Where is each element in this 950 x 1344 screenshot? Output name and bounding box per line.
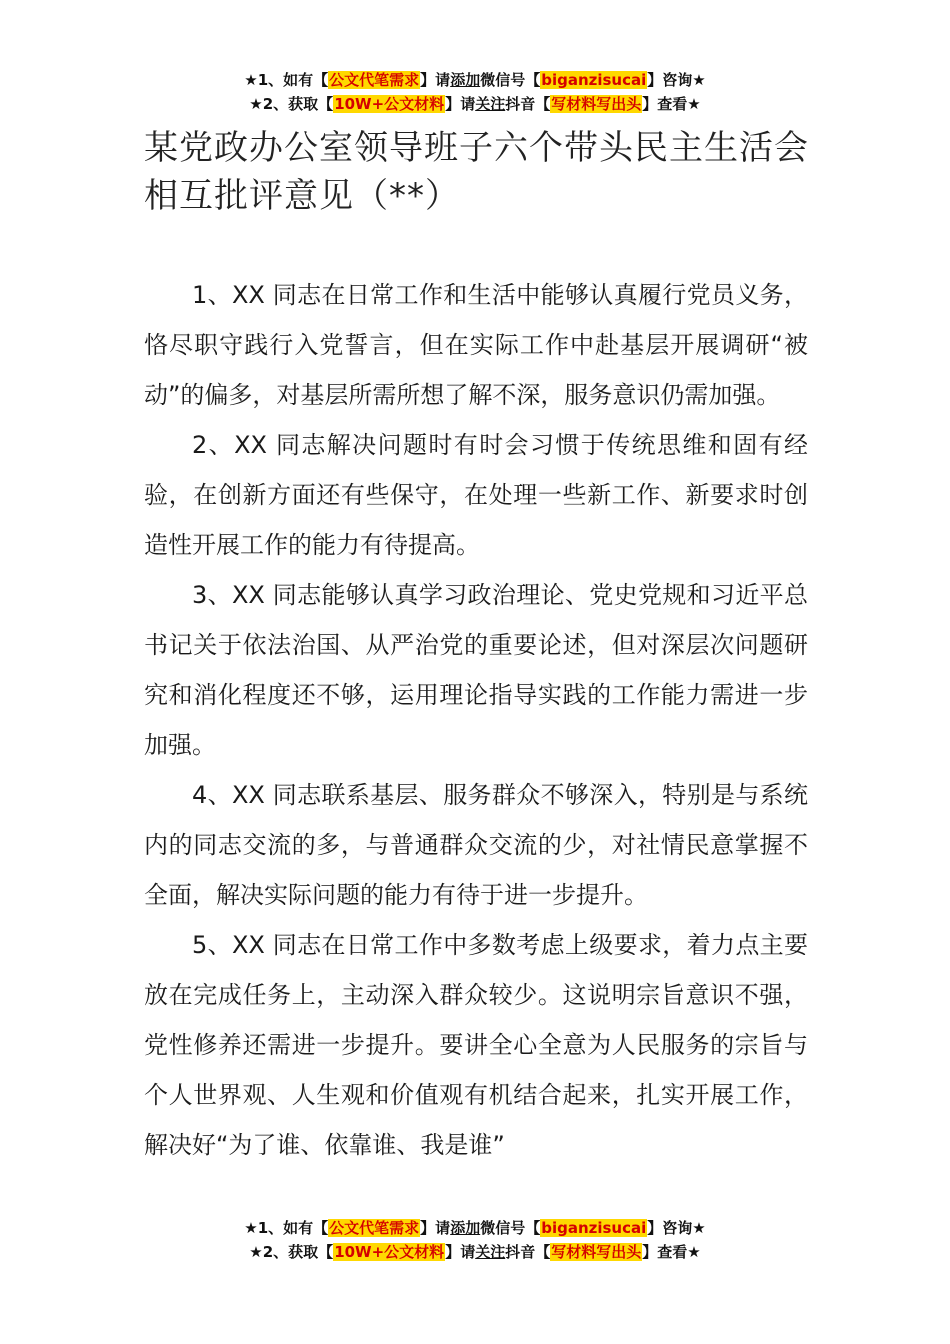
paragraph-2: 2、XX 同志解决问题时有时会习惯于传统思维和固有经验，在创新方面还有些保守，在处理一些新工作、新要求时创造性开展工作的能力有待提高。 — [144, 431, 808, 559]
paragraph-3: 3、XX 同志能够认真学习政治理论、党史党规和习近平总书记关于依法治国、从严治党的重要论述，但对深层次问题研究和消化程度还不够，运用理论指导实践的工作能力需进一步加强。 — [144, 581, 808, 759]
promo-underline: 添加 — [450, 71, 481, 89]
promo-text: 】请 — [420, 1219, 451, 1237]
promo-underline: 关注 — [475, 95, 506, 113]
promo-text: 】查看★ — [642, 95, 701, 113]
promo-text: 】请 — [420, 71, 451, 89]
top-promo-banner — [0, 68, 950, 116]
promo-highlight: biganzisucai — [541, 71, 647, 89]
paragraph-5: 5、XX 同志在日常工作中多数考虑上级要求，着力点主要放在完成任务上，主动深入群众较少。这说明宗旨意识不强，党性修养还需进一步提升。要讲全心全意为人民服务的宗旨与个人世界观、人生观和价值观有机结合起来，扎实开展工作，解决好“为了谁、依靠谁、我是谁” — [144, 931, 808, 1159]
promo-text: 】咨询★ — [647, 1219, 706, 1237]
promo-text: ★1、如有【 — [244, 71, 329, 89]
promo-text: ★1、如有【 — [244, 1219, 329, 1237]
promo-line-1 — [0, 1216, 950, 1240]
promo-text: 】咨询★ — [647, 71, 706, 89]
promo-text: ★2、获取【 — [249, 95, 334, 113]
promo-highlight: 写材料写出头 — [551, 95, 642, 113]
promo-text: ★2、获取【 — [249, 1243, 334, 1261]
promo-text: 微信号【 — [480, 1219, 541, 1237]
promo-highlight: 公文代笔需求 — [329, 1219, 420, 1237]
promo-text: 微信号【 — [480, 71, 541, 89]
promo-text: 抖音【 — [505, 95, 551, 113]
promo-highlight: 10W+公文材料 — [334, 95, 445, 113]
promo-line-1 — [0, 68, 950, 92]
promo-underline: 关注 — [475, 1243, 506, 1261]
promo-line-2 — [0, 92, 950, 116]
bottom-promo-banner — [0, 1216, 950, 1264]
promo-line-2 — [0, 1240, 950, 1264]
promo-highlight: 公文代笔需求 — [329, 71, 420, 89]
promo-text: 】请 — [445, 1243, 476, 1261]
paragraph-4: 4、XX 同志联系基层、服务群众不够深入，特别是与系统内的同志交流的多，与普通群众交流的少，对社情民意掌握不全面，解决实际问题的能力有待于进一步提升。 — [144, 781, 808, 909]
promo-text: 】查看★ — [642, 1243, 701, 1261]
paragraph-1: 1、XX 同志在日常工作和生活中能够认真履行党员义务，恪尽职守践行入党誓言，但在实际工作中赴基层开展调研“被动”的偏多，对基层所需所想了解不深，服务意识仍需加强。 — [144, 281, 808, 409]
promo-highlight: 写材料写出头 — [551, 1243, 642, 1261]
promo-underline: 添加 — [450, 1219, 481, 1237]
promo-highlight: 10W+公文材料 — [334, 1243, 445, 1261]
document-body — [144, 270, 808, 1170]
document-title: 某党政办公室领导班子六个带头民主生活会相互批评意见（**） — [144, 128, 809, 216]
promo-text: 】请 — [445, 95, 476, 113]
promo-text: 抖音【 — [505, 1243, 551, 1261]
promo-highlight: biganzisucai — [541, 1219, 647, 1237]
